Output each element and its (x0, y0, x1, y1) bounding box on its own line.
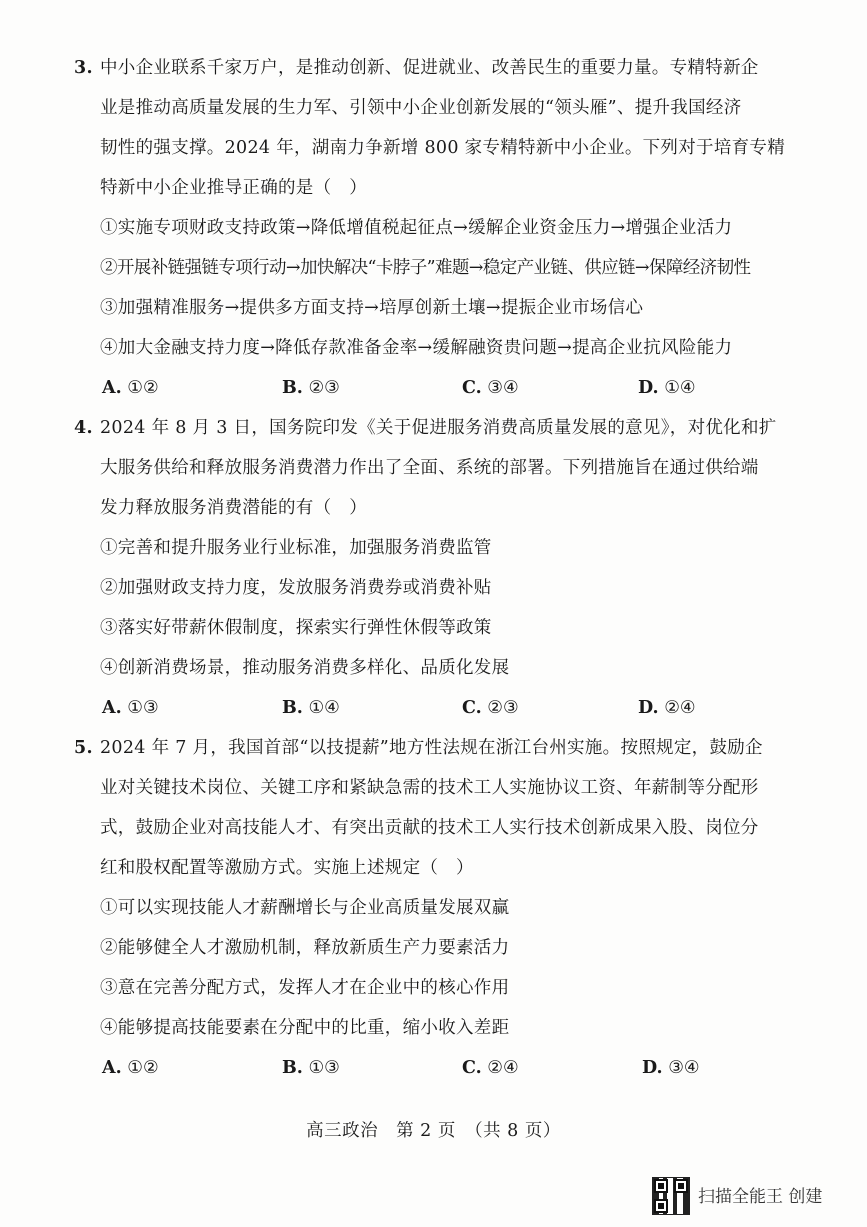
question-4-stem-3: 发力释放服务消费潜能的有（ ） (100, 498, 367, 518)
question-3-stem-2: 业是推动高质量发展的生力军、引领中小企业创新发展的“领头雁”、提升我国经济 (100, 98, 742, 118)
question-3-statement-4: ④加大金融支持力度→降低存款准备金率→缓解融资贵问题→提高企业抗风险能力 (100, 338, 733, 358)
question-3-stem-1: 中小企业联系千家万户，是推动创新、促进就业、改善民生的重要力量。专精特新企 (100, 58, 759, 78)
question-3-stem-3: 韧性的强支撑。2024 年，湖南力争新增 800 家专精特新中小企业。下列对于培育专精 (100, 138, 786, 158)
question-5-statement-3: ③意在完善分配方式，发挥人才在企业中的核心作用 (100, 978, 510, 998)
question-5-line-1 (74, 736, 763, 760)
question-5-statement-4: ④能够提高技能要素在分配中的比重，缩小收入差距 (100, 1018, 510, 1038)
question-4-statement-3: ③落实好带薪休假制度，探索实行弹性休假等政策 (100, 618, 492, 638)
question-4-line-1 (74, 416, 777, 440)
question-4-options (102, 696, 722, 720)
qr-code-icon (652, 1177, 690, 1215)
option-d[interactable]: D. ②④ (638, 698, 696, 718)
option-d[interactable]: D. ③④ (642, 1058, 700, 1078)
option-d[interactable]: D. ①④ (638, 378, 696, 398)
question-4-stem-1: 2024 年 8 月 3 日，国务院印发《关于促进服务消费高质量发展的意见》，对优化和扩 (100, 418, 777, 438)
scanner-watermark: 扫描全能王 创建 (698, 1187, 823, 1207)
question-5-statement-1: ①可以实现技能人才薪酬增长与企业高质量发展双赢 (100, 898, 510, 918)
question-number: 5. (74, 738, 93, 758)
question-number: 3. (74, 58, 93, 78)
question-3-stem-4: 特新中小企业推导正确的是（ ） (100, 178, 367, 198)
question-5-stem-4: 红和股权配置等激励方式。实施上述规定（ ） (100, 858, 474, 878)
option-a[interactable]: A. ①② (102, 378, 159, 398)
question-3-line-1 (74, 56, 759, 80)
question-5-stem-1: 2024 年 7 月，我国首部“以技提薪”地方性法规在浙江台州实施。按照规定，鼓励企 (100, 738, 763, 758)
option-b[interactable]: B. ①③ (282, 1058, 340, 1078)
page-footer: 高三政治 第 2 页 （共 8 页） (306, 1121, 561, 1141)
question-5-options (102, 1056, 722, 1080)
option-c[interactable]: C. ③④ (462, 378, 519, 398)
option-a[interactable]: A. ①② (102, 1058, 159, 1078)
question-5-stem-3: 式，鼓励企业对高技能人才、有突出贡献的技术工人实行技术创新成果入股、岗位分 (100, 818, 759, 838)
question-number: 4. (74, 418, 93, 438)
question-3-statement-3: ③加强精准服务→提供多方面支持→培厚创新土壤→提振企业市场信心 (100, 298, 644, 318)
option-a[interactable]: A. ①③ (102, 698, 159, 718)
question-4-statement-2: ②加强财政支持力度，发放服务消费券或消费补贴 (100, 578, 492, 598)
question-5-statement-2: ②能够健全人才激励机制，释放新质生产力要素活力 (100, 938, 510, 958)
option-c[interactable]: C. ②③ (462, 698, 519, 718)
question-3-statement-2: ②开展补链强链专项行动→加快解决“卡脖子”难题→稳定产业链、供应链→保障经济韧性 (100, 258, 751, 278)
question-5-stem-2: 业对关键技术岗位、关键工序和紧缺急需的技术工人实施协议工资、年薪制等分配形 (100, 778, 759, 798)
question-4-stem-2: 大服务供给和释放服务消费潜力作出了全面、系统的部署。下列措施旨在通过供给端 (100, 458, 759, 478)
option-c[interactable]: C. ②④ (462, 1058, 519, 1078)
question-4-statement-4: ④创新消费场景，推动服务消费多样化、品质化发展 (100, 658, 510, 678)
question-3-options (102, 376, 722, 400)
option-b[interactable]: B. ①④ (282, 698, 340, 718)
question-3-statement-1: ①实施专项财政支持政策→降低增值税起征点→缓解企业资金压力→增强企业活力 (100, 218, 733, 238)
question-4-statement-1: ①完善和提升服务业行业标准，加强服务消费监管 (100, 538, 492, 558)
option-b[interactable]: B. ②③ (282, 378, 340, 398)
